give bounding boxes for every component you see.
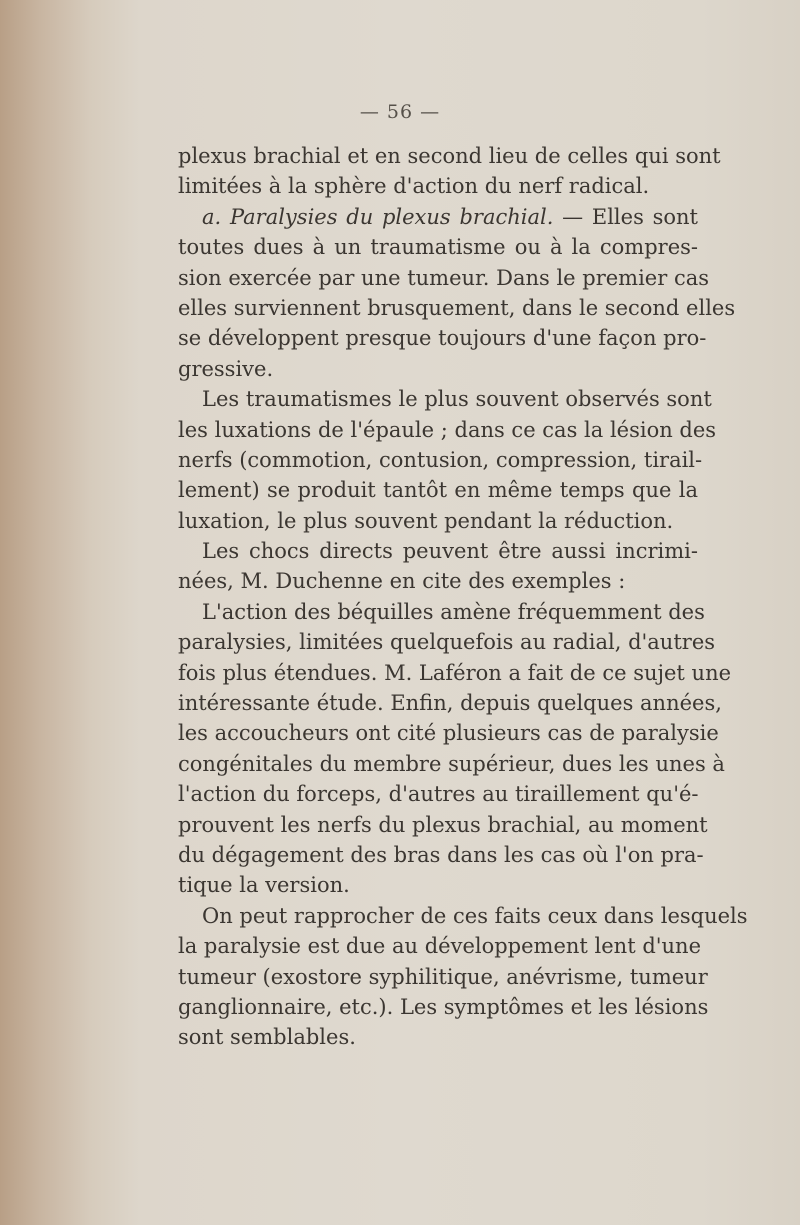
text-line bbox=[178, 202, 698, 232]
text-line: intéressante étude. Enfin, depuis quelques années, bbox=[178, 691, 722, 716]
text-line-prefix: a. bbox=[202, 204, 230, 229]
text-line: lement) se produit tantôt en même temps que la bbox=[178, 478, 698, 503]
text-line: plexus brachial et en second lieu de celles qui sont bbox=[178, 144, 721, 168]
text-line: L'action des béquilles amène fréquemment des bbox=[202, 599, 705, 624]
text-line: gressive. bbox=[178, 356, 274, 381]
page-number: — 56 — bbox=[359, 101, 441, 123]
text-line: Les chocs directs peuvent être aussi incrimi- bbox=[202, 539, 698, 564]
text-line: les luxations de l'épaule ; dans ce cas la lésion des bbox=[178, 417, 717, 442]
text-line: tique la version. bbox=[178, 873, 350, 898]
text-line: fois plus étendues. M. Laféron a fait de ce sujet une bbox=[178, 660, 732, 685]
text-line: paralysies, limitées quelquefois au radial, d'autres bbox=[178, 630, 716, 655]
text-line: elles surviennent brusquement, dans le second elles bbox=[178, 295, 736, 320]
text-line: la paralysie est due au développement lent d'une bbox=[178, 934, 702, 959]
text-line: Les traumatismes le plus souvent observés sont bbox=[202, 387, 712, 412]
text-line: les accoucheurs ont cité plusieurs cas de paralysie bbox=[178, 721, 719, 746]
text-line: l'action du forceps, d'autres au tiraillement qu'é- bbox=[178, 782, 699, 807]
text-line: tumeur (exostore syphilitique, anévrisme, tumeur bbox=[178, 964, 708, 989]
text-line: limitées à la sphère d'action du nerf radical. bbox=[178, 174, 650, 199]
text-line: On peut rapprocher de ces faits ceux dans lesquels bbox=[202, 903, 748, 928]
text-line: luxation, le plus souvent pendant la réduction. bbox=[178, 508, 674, 533]
text-line: nées, M. Duchenne en cite des exemples : bbox=[178, 569, 626, 594]
text-line: sion exercée par une tumeur. Dans le premier cas bbox=[178, 265, 709, 290]
text-line: sont semblables. bbox=[178, 1025, 356, 1050]
text-line: du dégagement des bras dans les cas où l'on pra- bbox=[178, 842, 704, 867]
text-line: nerfs (commotion, contusion, compression, tirail- bbox=[178, 447, 703, 472]
text-line: ganglionnaire, etc.). Les symptômes et les lésions bbox=[178, 994, 709, 1019]
body-text bbox=[178, 141, 748, 1053]
text-line: congénitales du membre supérieur, dues les unes à bbox=[178, 751, 725, 776]
text-line: prouvent les nerfs du plexus brachial, au moment bbox=[178, 812, 708, 837]
section-heading-italic: Paralysies du plexus brachial. bbox=[229, 204, 554, 229]
text-line: toutes dues à un traumatisme ou à la compres- bbox=[178, 235, 698, 260]
text-line-suffix: — Elles sont bbox=[553, 204, 698, 229]
text-line: se développent presque toujours d'une façon pro- bbox=[178, 326, 707, 351]
